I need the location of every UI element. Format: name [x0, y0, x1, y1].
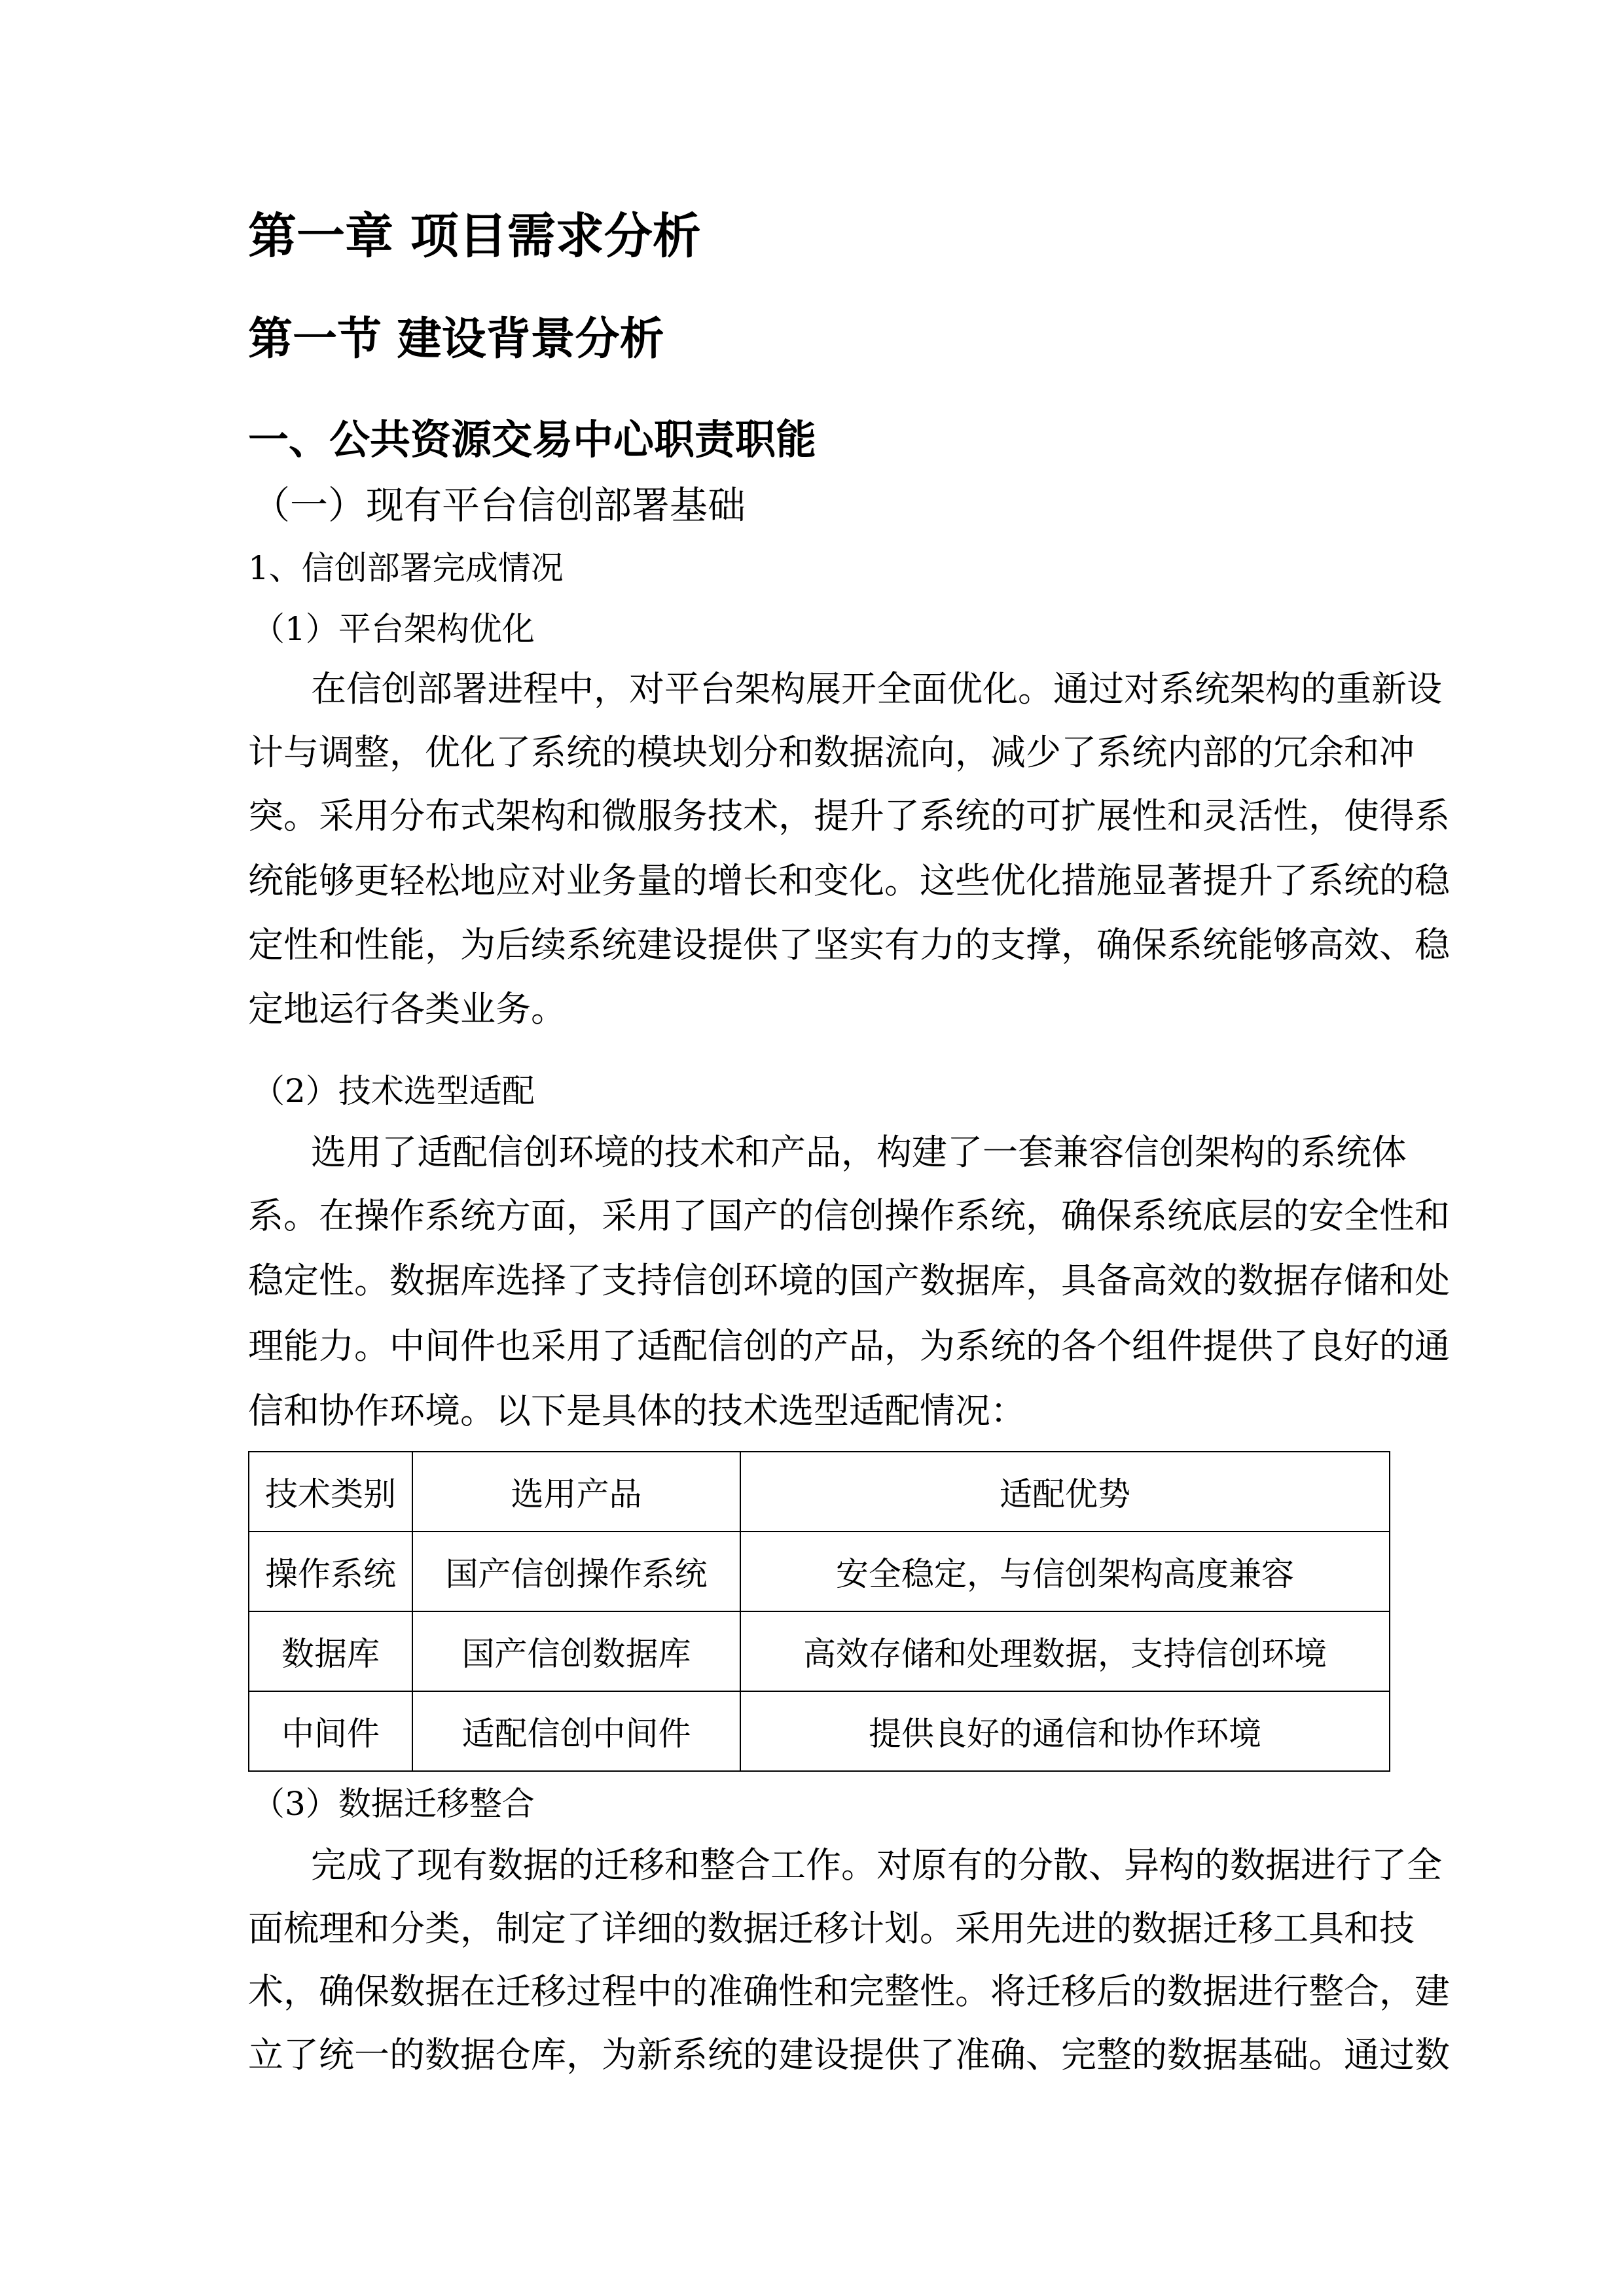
paragraph-line: 面梳理和分类，制定了详细的数据迁移计划。采用先进的数据迁移工具和技 [248, 1908, 1415, 1949]
table-cell: 适配信创中间件 [412, 1691, 740, 1771]
tech-selection-table [248, 1451, 1390, 1772]
table-cell: 国产信创数据库 [412, 1611, 740, 1691]
table-cell: 操作系统 [249, 1532, 412, 1611]
paragraph-line: 定性和性能，为后续系统建设提供了坚实有力的支撑，确保系统能够高效、稳 [248, 924, 1450, 965]
chapter-title: 第一章 项目需求分析 [248, 208, 701, 264]
table-row [249, 1691, 1390, 1771]
heading-level3: 一、公共资源交易中心职责职能 [248, 416, 817, 463]
paragraph-line: 稳定性。数据库选择了支持信创环境的国产数据库，具备高效的数据存储和处 [248, 1260, 1450, 1301]
table-cell: 数据库 [249, 1611, 412, 1691]
paragraph-line: 信和协作环境。以下是具体的技术选型适配情况： [248, 1390, 1026, 1431]
table-header-cell: 选用产品 [412, 1452, 740, 1532]
table-header-cell: 技术类别 [249, 1452, 412, 1532]
table-cell: 中间件 [249, 1691, 412, 1771]
paragraph-line: 定地运行各类业务。 [248, 988, 566, 1030]
table-cell: 高效存储和处理数据，支持信创环境 [740, 1611, 1390, 1691]
paragraph-line: 完成了现有数据的迁移和整合工作。对原有的分散、异构的数据进行了全 [311, 1844, 1442, 1886]
paragraph-line: 计与调整，优化了系统的模块划分和数据流向，减少了系统内部的冗余和冲 [248, 732, 1415, 773]
heading-level5: 1、信创部署完成情况 [248, 549, 564, 587]
section-title: 第一节 建设背景分析 [248, 313, 664, 365]
table-row [249, 1532, 1390, 1611]
paragraph-line: 在信创部署进程中，对平台架构展开全面优化。通过对系统架构的重新设 [311, 668, 1442, 709]
table-cell: 安全稳定，与信创架构高度兼容 [740, 1532, 1390, 1611]
paragraph-line: 选用了适配信创环境的技术和产品，构建了一套兼容信创架构的系统体 [311, 1132, 1407, 1173]
paragraph-line: 统能够更轻松地应对业务量的增长和变化。这些优化措施显著提升了系统的稳 [248, 860, 1450, 901]
subsection-title-data-migration: （3）数据迁移整合 [252, 1785, 535, 1823]
paragraph-line: 突。采用分布式架构和微服务技术，提升了系统的可扩展性和灵活性，使得系 [248, 795, 1450, 836]
table-header-row [249, 1452, 1390, 1532]
paragraph-line: 术，确保数据在迁移过程中的准确性和完整性。将迁移后的数据进行整合，建 [248, 1971, 1450, 2012]
paragraph-line: 系。在操作系统方面，采用了国产的信创操作系统，确保系统底层的安全性和 [248, 1195, 1450, 1236]
table-cell: 国产信创操作系统 [412, 1532, 740, 1611]
paragraph-line: 理能力。中间件也采用了适配信创的产品，为系统的各个组件提供了良好的通 [248, 1325, 1450, 1367]
table-row [249, 1611, 1390, 1691]
subsection-title-architecture: （1）平台架构优化 [252, 610, 535, 648]
table-header-cell: 适配优势 [740, 1452, 1390, 1532]
paragraph-line: 立了统一的数据仓库，为新系统的建设提供了准确、完整的数据基础。通过数 [248, 2034, 1450, 2075]
table-cell: 提供良好的通信和协作环境 [740, 1691, 1390, 1771]
subsection-title-tech: （2）技术选型适配 [252, 1072, 535, 1110]
heading-level4: （一）现有平台信创部署基础 [252, 483, 746, 528]
